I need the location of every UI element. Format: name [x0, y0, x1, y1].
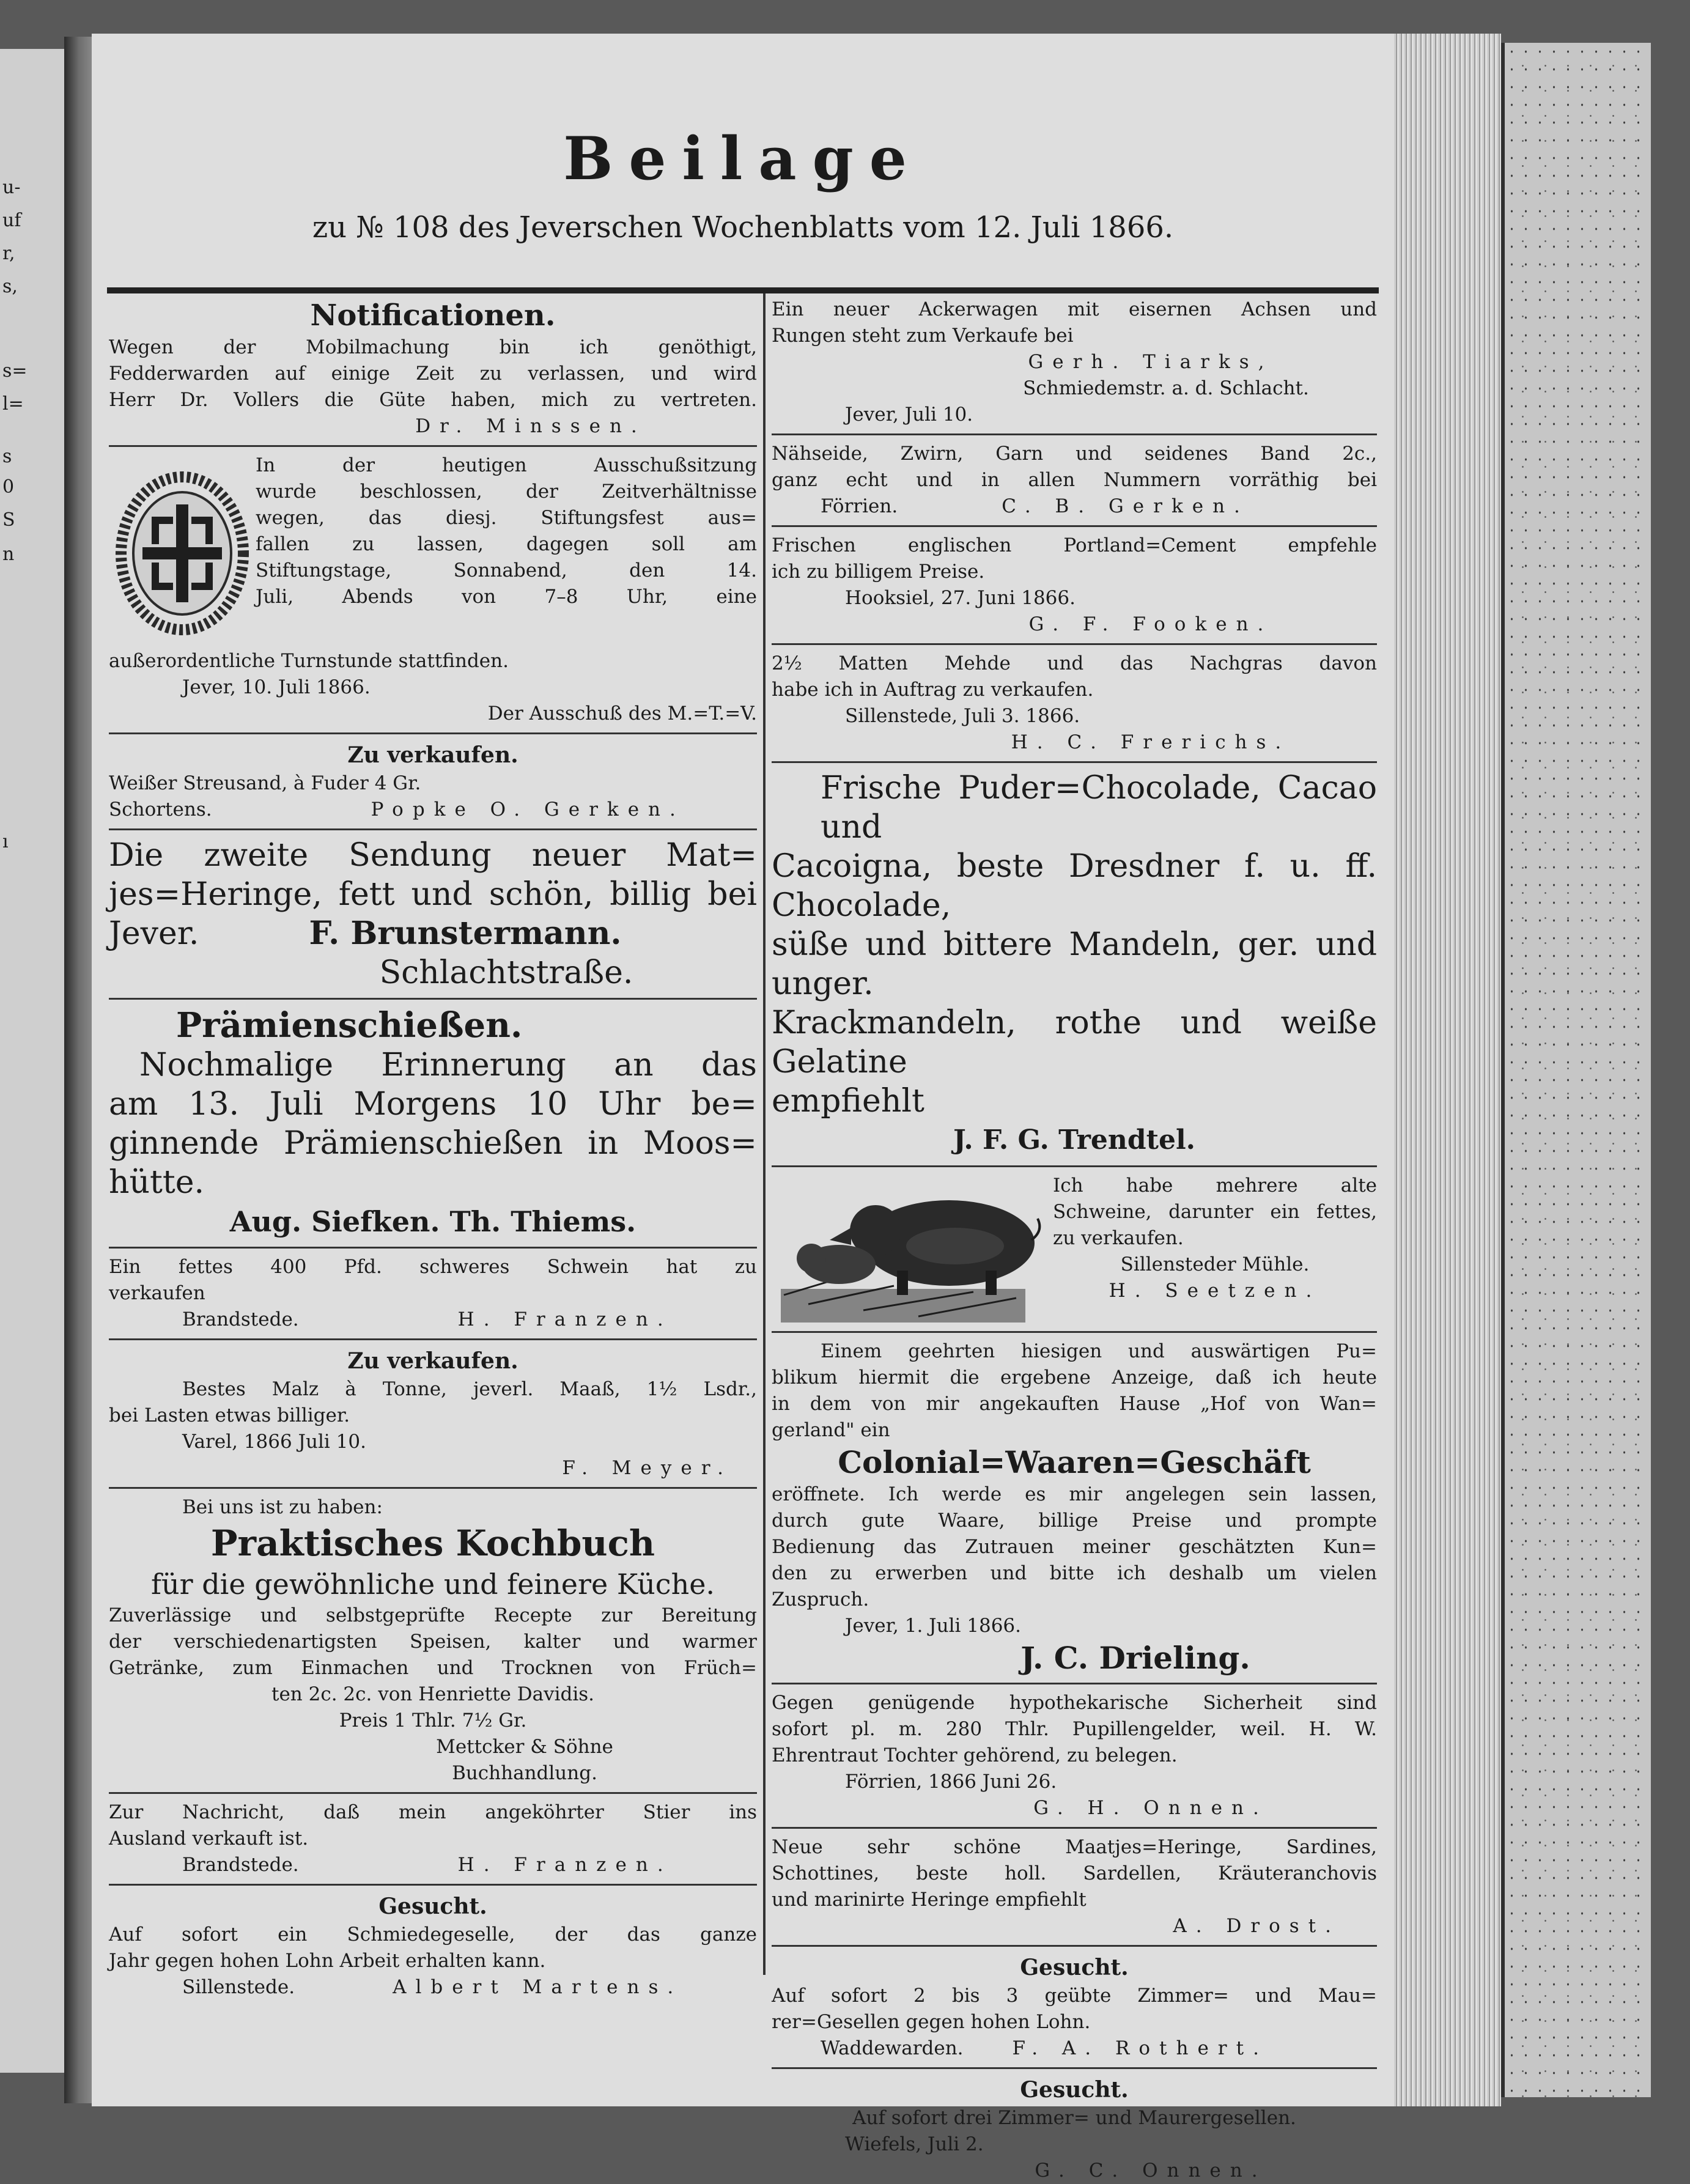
ad-signature: G. C. Onnen. [1035, 2160, 1267, 2182]
ad-line: 2½ Matten Mehde und das Nachgras davon [772, 652, 1377, 674]
ad-line: Herr Dr. Vollers die Güte haben, mich zu vertreten. [109, 389, 757, 411]
ad-line: Schottines, beste holl. Sardellen, Kräuteranchovis [772, 1862, 1377, 1884]
ad-line: hütte. [109, 1164, 205, 1201]
ad-place-date: Jever, Juli 10. [845, 404, 973, 426]
ad-line: Zuverlässige und selbstgeprüfte Recepte zur Bereitung [109, 1604, 757, 1626]
ad-line: zu verkaufen. [1053, 1227, 1184, 1249]
ad-line: Frischen englischen Portland=Cement empfehle [772, 534, 1377, 556]
ad-stier [109, 1799, 757, 1878]
ad-signature: Dr. Minssen. [415, 415, 646, 437]
column-divider [763, 293, 766, 1975]
page-stack-edge [1394, 34, 1501, 2106]
ad-line: blikum hiermit die ergebene Anzeige, daß ich heute [772, 1367, 1377, 1389]
ad-place: Sillenstede. [182, 1976, 295, 1998]
ad-line: bei Lasten etwas billiger. [109, 1404, 350, 1426]
left-page-fragment: uf [2, 210, 21, 231]
ad-separator [109, 1338, 757, 1340]
ad-place-date: Sillenstede, Juli 3. 1866. [845, 705, 1080, 727]
ad-line: ginnende Prämienschießen in Moos= [109, 1125, 757, 1162]
ad-line: ten 2c. 2c. von Henriette Davidis. [271, 1683, 595, 1705]
ad-heading: Notificationen. [310, 298, 556, 333]
pig-illustration [772, 1173, 1053, 1326]
ad-line: Zur Nachricht, daß mein angeköhrter Stier ins [109, 1801, 757, 1823]
ad-separator [772, 1827, 1377, 1829]
ad-line: jes=Heringe, fett und schön, billig bei [109, 876, 757, 913]
left-page-fragment: n [2, 544, 15, 565]
ad-line: Ich habe mehrere alte [1053, 1175, 1377, 1197]
ad-place: Schortens. [109, 799, 212, 821]
ad-place-date: Wiefels, Juli 2. [845, 2133, 984, 2155]
ad-place-date: Förrien, 1866 Juni 26. [845, 1771, 1057, 1793]
ad-line: Krackmandeln, rothe und weiße Gelatine [772, 1005, 1377, 1080]
ad-separator [109, 1792, 757, 1794]
ad-gesucht-maurer [772, 2075, 1377, 2184]
ad-gesucht-schmied [109, 1891, 757, 2001]
ad-place-date: Hooksiel, 27. Juni 1866. [845, 587, 1076, 609]
ad-line: Einem geehrten hiesigen und auswärtigen Pu= [821, 1340, 1377, 1362]
ad-line: in dem von mir angekauften Hause „Hof von Wan= [772, 1393, 1377, 1415]
ad-signature: F. A. Rothert. [1012, 2037, 1268, 2059]
ad-place: Förrien. [821, 495, 898, 517]
ad-subtitle: für die gewöhnliche und feinere Küche. [150, 1568, 715, 1601]
ad-separator [109, 828, 757, 830]
ad-signature: F. Brunstermann. [309, 915, 622, 952]
ad-place-date: Jever, 10. Juli 1866. [182, 676, 371, 698]
ad-line: außerordentliche Turnstunde stattfinden. [109, 650, 509, 672]
ad-signature: J. F. G. Trendtel. [953, 1124, 1195, 1156]
ad-heading: Gesucht. [1020, 1955, 1129, 1980]
ad-line: und marinirte Heringe empfiehlt [772, 1889, 1087, 1911]
left-page-fragment: ı [2, 831, 9, 852]
left-page-fragment: r, [2, 243, 15, 264]
ad-line: Die zweite Sendung neuer Mat= [109, 837, 757, 874]
ad-place-date: Jever, 1. Juli 1866. [845, 1615, 1022, 1637]
masthead-title: Beilage [563, 124, 923, 193]
ad-line: süße und bittere Mandeln, ger. und unger. [772, 926, 1377, 1002]
ad-naehseide [772, 441, 1377, 520]
ad-street: Schlachtstraße. [379, 954, 633, 991]
ad-hypothek [772, 1690, 1377, 1821]
ad-line: Rungen steht zum Verkaufe bei [772, 325, 1074, 347]
ad-line: In der heutigen Ausschußsitzung [256, 454, 757, 476]
ad-signature: G. H. Onnen. [1033, 1797, 1268, 1819]
ad-cement [772, 533, 1377, 638]
ad-signature: H. Franzen. [457, 1308, 673, 1330]
ad-line: Getränke, zum Einmachen und Trocknen von Früch= [109, 1657, 757, 1679]
right-column [772, 297, 1377, 2184]
ad-place-date: Varel, 1866 Juli 10. [182, 1431, 366, 1453]
ad-line: Gegen genügende hypothekarische Sicherheit sind [772, 1692, 1377, 1714]
ad-separator [772, 2067, 1377, 2069]
ad-heading: Gesucht. [378, 1894, 487, 1919]
ad-publisher: Mettcker & Söhne [436, 1736, 613, 1758]
ad-separator [109, 1884, 757, 1886]
masthead-rule [107, 287, 1379, 293]
ad-line: Nochmalige Erinnerung an das [139, 1047, 757, 1083]
ad-line: habe ich in Auftrag zu verkaufen. [772, 679, 1094, 701]
ad-line: Auf sofort drei Zimmer= und Maurergesellen. [852, 2107, 1296, 2129]
ad-separator [772, 433, 1377, 435]
ad-line: fallen zu lassen, dagegen soll am [256, 533, 757, 555]
ad-price: Preis 1 Thlr. 7½ Gr. [339, 1710, 527, 1732]
ad-separator [772, 525, 1377, 527]
ad-signature: J. C. Drieling. [1020, 1640, 1250, 1676]
ad-signature: Gerh. Tiarks, [1028, 351, 1274, 373]
left-page-edge [0, 49, 69, 2073]
ad-place: Brandstede. [182, 1854, 299, 1876]
ad-line: Wegen der Mobilmachung bin ich genöthigt, [109, 336, 757, 358]
ad-signature: H. Franzen. [457, 1854, 673, 1876]
ad-separator [109, 732, 757, 734]
ad-line: rer=Gesellen gegen hohen Lohn. [772, 2011, 1091, 2033]
ad-signature: Popke O. Gerken. [371, 799, 685, 821]
ad-heading: Gesucht. [1020, 2077, 1129, 2103]
ad-line: Nähseide, Zwirn, Garn und seidenes Band 2c., [772, 443, 1377, 465]
left-column [109, 297, 757, 2001]
ad-line: durch gute Waare, billige Preise und prompte [772, 1510, 1377, 1532]
left-page-fragment: s= [2, 360, 28, 382]
ad-signature: F. Meyer. [562, 1457, 732, 1479]
ad-line: Bedienung das Zutrauen meiner geschätzten Kun= [772, 1536, 1377, 1558]
ad-line: Auf sofort ein Schmiedegeselle, der das ganze [109, 1924, 757, 1946]
ad-line: Zuspruch. [772, 1588, 869, 1610]
ad-heading: Prämienschießen. [176, 1005, 523, 1046]
ad-mehde [772, 651, 1377, 756]
left-page-fragment: S [2, 509, 15, 531]
ad-separator [772, 1331, 1377, 1333]
ad-line: gerland" ein [772, 1419, 890, 1441]
ad-place: Waddewarden. [821, 2037, 964, 2059]
left-page-fragment: 0 [2, 476, 15, 498]
ad-praemienschiessen [109, 1005, 757, 1241]
ad-signature: G. F. Fooken. [1028, 613, 1273, 635]
ad-line: Ehrentraut Tochter gehörend, zu belegen. [772, 1744, 1178, 1766]
left-page-fragment: s, [2, 276, 18, 297]
ad-notifications [109, 297, 757, 440]
ad-signature: Aug. Siefken. Th. Thiems. [229, 1205, 637, 1238]
ad-matjes [109, 836, 757, 992]
ad-separator [772, 1165, 1377, 1167]
ad-line: wurde beschlossen, der Zeitverhältnisse [256, 481, 757, 503]
ad-line: empfiehlt [772, 1083, 924, 1120]
ad-line: ich zu billigem Preise. [772, 561, 985, 583]
ad-streusand [109, 740, 757, 823]
ad-heading: Colonial=Waaren=Geschäft [838, 1444, 1311, 1480]
ad-signature: H. C. Frerichs. [1011, 731, 1291, 753]
ad-line: Jahr gegen hohen Lohn Arbeit erhalten kann. [109, 1950, 546, 1972]
left-page-fragment: l= [2, 393, 24, 415]
ad-signature: Albert Martens. [393, 1976, 683, 1998]
ad-line: Weißer Streusand, à Fuder 4 Gr. [109, 772, 421, 794]
masthead-subtitle: zu № 108 des Jeverschen Wochenblatts vom 12. Juli 1866. [312, 210, 1174, 245]
masthead [92, 125, 1394, 249]
ad-line: Ausland verkauft ist. [109, 1828, 309, 1850]
ad-separator [109, 445, 757, 447]
ad-separator [109, 998, 757, 1000]
turnverein-wreath-emblem [109, 452, 256, 648]
ad-chocolade [772, 769, 1377, 1160]
ad-line: verkaufen [109, 1282, 205, 1304]
ad-turnverein [109, 452, 757, 727]
ad-line: eröffnete. Ich werde es mir angelegen sein lassen, [772, 1483, 1377, 1505]
ad-separator [772, 1683, 1377, 1684]
ad-line: Stiftungstage, Sonnabend, den 14. [256, 559, 757, 581]
ad-line: wegen, das diesj. Stiftungsfest aus= [256, 507, 757, 529]
ad-line: Frische Puder=Chocolade, Cacao und [821, 770, 1377, 846]
ad-line: Neue sehr schöne Maatjes=Heringe, Sardines, [772, 1836, 1377, 1858]
ad-heringe [772, 1834, 1377, 1939]
ad-heading: Zu verkaufen. [347, 1348, 518, 1374]
ad-schwein [109, 1254, 757, 1333]
ad-shop: Buchhandlung. [452, 1762, 597, 1784]
ad-line: den zu erwerben und bitte ich deshalb um vielen [772, 1562, 1377, 1584]
ad-signature: Der Ausschuß des M.=T.=V. [487, 703, 757, 725]
ad-signature: C. B. Gerken. [1002, 495, 1249, 517]
ad-line: Schweine, darunter ein fettes, [1053, 1201, 1377, 1223]
ad-separator [109, 1247, 757, 1249]
ad-line: Auf sofort 2 bis 3 geübte Zimmer= und Mau= [772, 1985, 1377, 2007]
ad-separator [772, 643, 1377, 645]
ad-separator [772, 761, 1377, 763]
ad-line: der verschiedenartigsten Speisen, kalter und warmer [109, 1631, 757, 1653]
ad-line: sofort pl. m. 280 Thlr. Pupillengelder, weil. H. W. [772, 1718, 1377, 1740]
ad-line: am 13. Juli Morgens 10 Uhr be= [109, 1086, 757, 1123]
left-page-fragment: u- [2, 177, 21, 198]
ad-signature: A. Drost. [1173, 1915, 1340, 1937]
ad-title: Praktisches Kochbuch [210, 1522, 655, 1564]
ad-signature: H. Seetzen. [1109, 1280, 1321, 1302]
ad-street: Schmiedemstr. a. d. Schlacht. [1023, 377, 1309, 399]
ad-malz [109, 1346, 757, 1481]
ad-place: Jever. [109, 915, 199, 952]
ad-line: Juli, Abends von 7–8 Uhr, eine [256, 586, 757, 608]
ad-line: Bestes Malz à Tonne, jeverl. Maaß, 1½ Lsdr., [182, 1378, 757, 1400]
ad-line: Ein fettes 400 Pfd. schweres Schwein hat zu [109, 1256, 757, 1278]
ad-line: ganz echt und in allen Nummern vorräthig bei [772, 469, 1377, 491]
ad-place: Sillensteder Mühle. [1120, 1253, 1310, 1275]
ad-heading: Zu verkaufen. [347, 742, 518, 768]
ad-ackerwagen [772, 297, 1377, 428]
ad-line: Cacoigna, beste Dresdner f. u. ff. Chocolade, [772, 848, 1377, 924]
ad-separator [109, 1487, 757, 1489]
book-cover-speckled [1501, 43, 1651, 2097]
ad-intro: Bei uns ist zu haben: [182, 1496, 383, 1518]
ad-kochbuch [109, 1494, 757, 1787]
ad-separator [772, 1945, 1377, 1947]
ad-colonial [772, 1338, 1377, 1677]
ad-place: Brandstede. [182, 1308, 299, 1330]
ad-line: Ein neuer Ackerwagen mit eisernen Achsen und [772, 298, 1377, 320]
ad-schweine [772, 1173, 1377, 1326]
ad-gesucht-zimmer [772, 1952, 1377, 2062]
ad-line: Fedderwarden auf einige Zeit zu verlassen, und wird [109, 363, 757, 385]
left-page-fragment: s [2, 446, 12, 467]
